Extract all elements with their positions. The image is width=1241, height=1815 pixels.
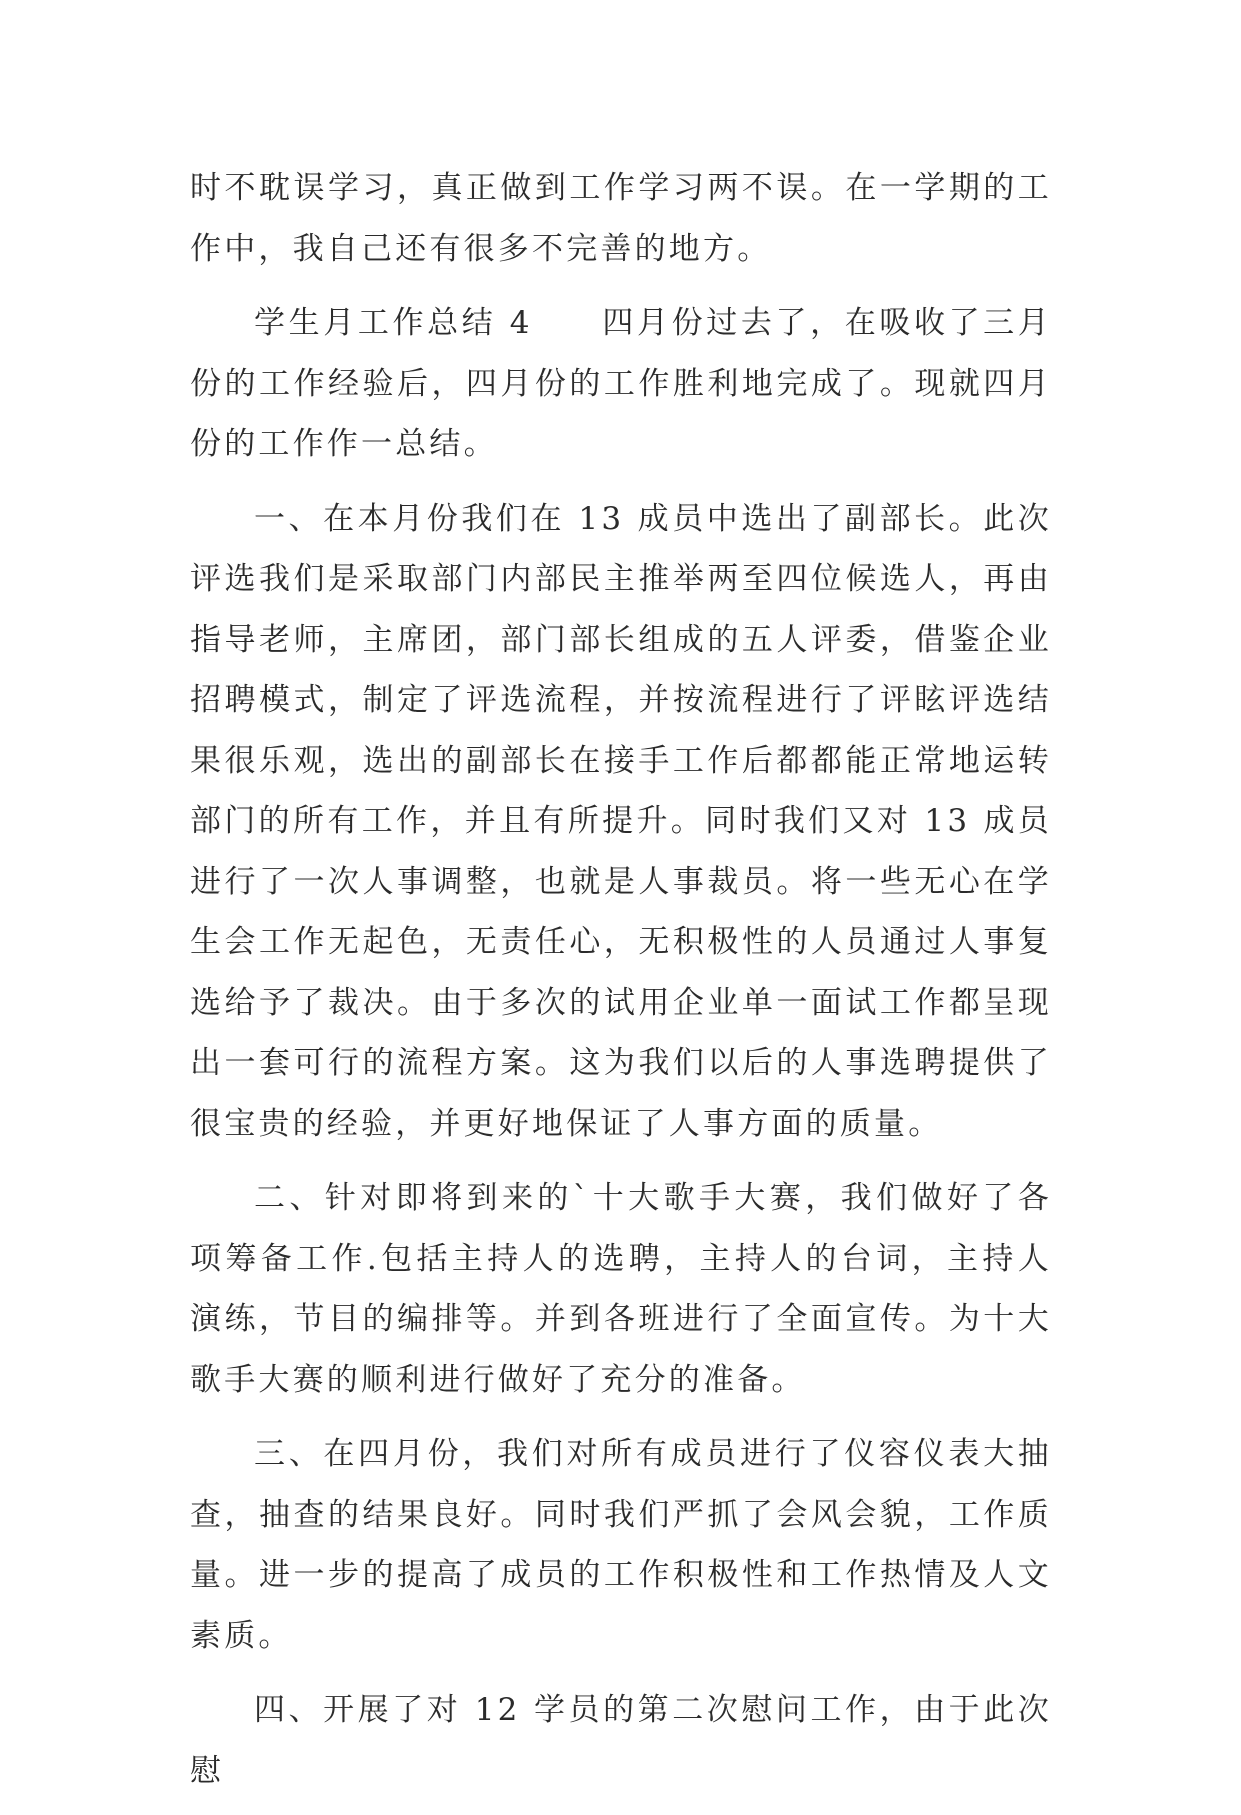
paragraph-item-4: 四、开展了对 12 学员的第二次慰问工作，由于此次慰 [190, 1692, 1052, 1789]
paragraph-summary-4-intro: 学生月工作总结 4 四月份过去了，在吸收了三月份的工作经验后，四月份的工作胜利地完成了。现就四月份的工作作一总结。 [190, 305, 1052, 462]
paragraph-continuation: 时不耽误学习，真正做到工作学习两不误。在一学期的工作中，我自己还有很多不完善的地方。 [190, 170, 1052, 267]
paragraph-item-3: 三、在四月份，我们对所有成员进行了仪容仪表大抽查，抽查的结果良好。同时我们严抓了会风会貌，工作质量。进一步的提高了成员的工作积极性和工作热情及人文素质。 [190, 1436, 1052, 1654]
paragraph-item-1: 一、在本月份我们在 13 成员中选出了副部长。此次评选我们是采取部门内部民主推举两至四位候选人，再由指导老师，主席团，部门部长组成的五人评委，借鉴企业招聘模式，制定了评选流程，并按流程进行了评眩评选结果很乐观，选出的副部长在接手工作后都都能正常地运转部门的所有工作，并且有所提升。同时我们又对 13 成员进行了一次人事调整，也就是人事裁员。将一些无心在学生会工作无起色，无责任心，无积极性的人员通过人事复选给予了裁决。由于多次的试用企业单一面试工作都呈现出一套可行的流程方案。这为我们以后的人事选聘提供了很宝贵的经验，并更好地保证了人事方面的质量。 [190, 500, 1052, 1142]
paragraph-item-2: 二、针对即将到来的`十大歌手大赛，我们做好了各项筹备工作.包括主持人的选聘，主持人的台词，主持人演练，节目的编排等。并到各班进行了全面宣传。为十大歌手大赛的顺利进行做好了充分的准备。 [190, 1180, 1052, 1398]
document-body [190, 158, 1052, 1815]
